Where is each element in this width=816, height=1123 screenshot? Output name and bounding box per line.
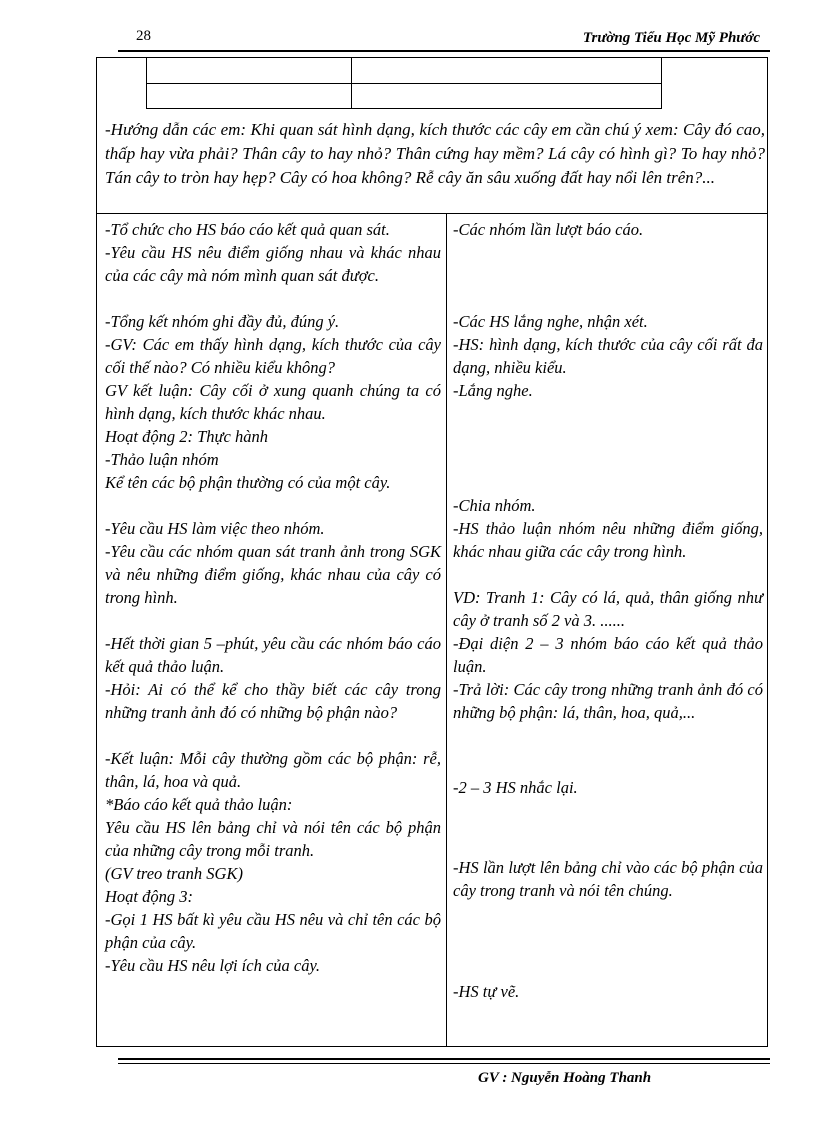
teacher-step: -Yêu cầu HS nêu lợi ích của cây.	[105, 956, 320, 975]
teacher-step: -Tổ chức cho HS báo cáo kết quả quan sát.	[105, 220, 390, 239]
school-name: Trường Tiểu Học Mỹ Phước	[582, 30, 760, 46]
teacher-step: Kể tên các bộ phận thường có của một cây.	[105, 473, 391, 492]
teacher-step: -Hỏi: Ai có thể kể cho thầy biết các cây trong những tranh ảnh đó có những bộ phận nào?	[105, 680, 441, 722]
student-step: -HS lần lượt lên bảng chỉ vào các bộ phận của cây trong tranh và nói tên chúng.	[453, 858, 763, 900]
top-table-hline	[147, 83, 661, 84]
student-step: -Các nhóm lần lượt báo cáo.	[453, 220, 644, 239]
teacher-step: -GV: Các em thấy hình dạng, kích thước của cây cối thế nào? Có nhiều kiểu không?	[105, 335, 441, 377]
teacher-step: Hoạt động 3:	[105, 887, 193, 906]
teacher-step: Yêu cầu HS lên bảng chỉ và nói tên các bộ phận của những cây trong mỗi tranh.	[105, 818, 441, 860]
top-table-vline	[351, 58, 352, 108]
teacher-name: GV : Nguyễn Hoàng Thanh	[478, 1070, 652, 1086]
teacher-step: -Kết luận: Mỗi cây thường gồm các bộ phận: rễ, thân, lá, hoa và quả.	[105, 749, 441, 791]
teacher-step: Hoạt động 2: Thực hành	[105, 427, 268, 446]
student-step: -2 – 3 HS nhắc lại.	[453, 778, 578, 797]
teacher-step: *Báo cáo kết quả thảo luận:	[105, 795, 293, 814]
footer-rule-thin	[118, 1063, 770, 1064]
student-step: -Chia nhóm.	[453, 496, 536, 515]
guide-paragraph: -Hướng dẫn các em: Khi quan sát hình dạng, kích thước các cây em cần chú ý xem: Cây đó cao, thấp hay vừa phải? Thân cây to hay nhỏ? Thân cứng hay mềm? Lá cây có hình gì? To hay nhỏ? Tán cây to tròn hay hẹp? Cây có hoa không? Rễ cây ăn sâu xuống đất hay nổi lên trên?...	[105, 120, 765, 187]
student-step: VD: Tranh 1: Cây có lá, quả, thân giống như cây ở tranh số 2 và 3. ......	[453, 588, 763, 630]
teacher-step: -Yêu cầu HS nêu điểm giống nhau và khác nhau của các cây mà nóm mình quan sát được.	[105, 243, 441, 285]
teacher-step: -Thảo luận nhóm	[105, 450, 219, 469]
student-step: -HS thảo luận nhóm nêu những điểm giống, khác nhau giữa các cây trong hình.	[453, 519, 763, 561]
student-step: -Trả lời: Các cây trong những tranh ảnh đó có những bộ phận: lá, thân, hoa, quả,...	[453, 680, 763, 722]
footer-rule-thick	[118, 1058, 770, 1060]
teacher-step: -Hết thời gian 5 –phút, yêu cầu các nhóm báo cáo kết quả thảo luận.	[105, 634, 441, 676]
teacher-step: -Gọi 1 HS bất kì yêu cầu HS nêu và chỉ tên các bộ phận của cây.	[105, 910, 441, 952]
header-rule	[118, 50, 770, 52]
table-divider	[97, 213, 767, 214]
teacher-step: -Yêu cầu các nhóm quan sát tranh ảnh trong SGK và nêu những điểm giống, khác nhau của cây có trong hình.	[105, 542, 441, 607]
student-step: -HS tự vẽ.	[453, 982, 520, 1001]
student-step: -Các HS lắng nghe, nhận xét.	[453, 312, 648, 331]
column-divider	[446, 213, 447, 1046]
teacher-step: (GV treo tranh SGK)	[105, 864, 243, 883]
teacher-step: -Tổng kết nhóm ghi đầy đủ, đúng ý.	[105, 312, 340, 331]
student-step: -Lắng nghe.	[453, 381, 533, 400]
top-table	[146, 58, 662, 109]
teacher-step: -Yêu cầu HS làm việc theo nhóm.	[105, 519, 325, 538]
lesson-frame	[96, 57, 768, 1047]
page-number: 28	[136, 28, 151, 44]
teacher-step: GV kết luận: Cây cối ở xung quanh chúng ta có hình dạng, kích thước khác nhau.	[105, 381, 441, 423]
student-step: -Đại diện 2 – 3 nhóm báo cáo kết quả thảo luận.	[453, 634, 763, 676]
student-step: -HS: hình dạng, kích thước của cây cối rất đa dạng, nhiều kiểu.	[453, 335, 763, 377]
